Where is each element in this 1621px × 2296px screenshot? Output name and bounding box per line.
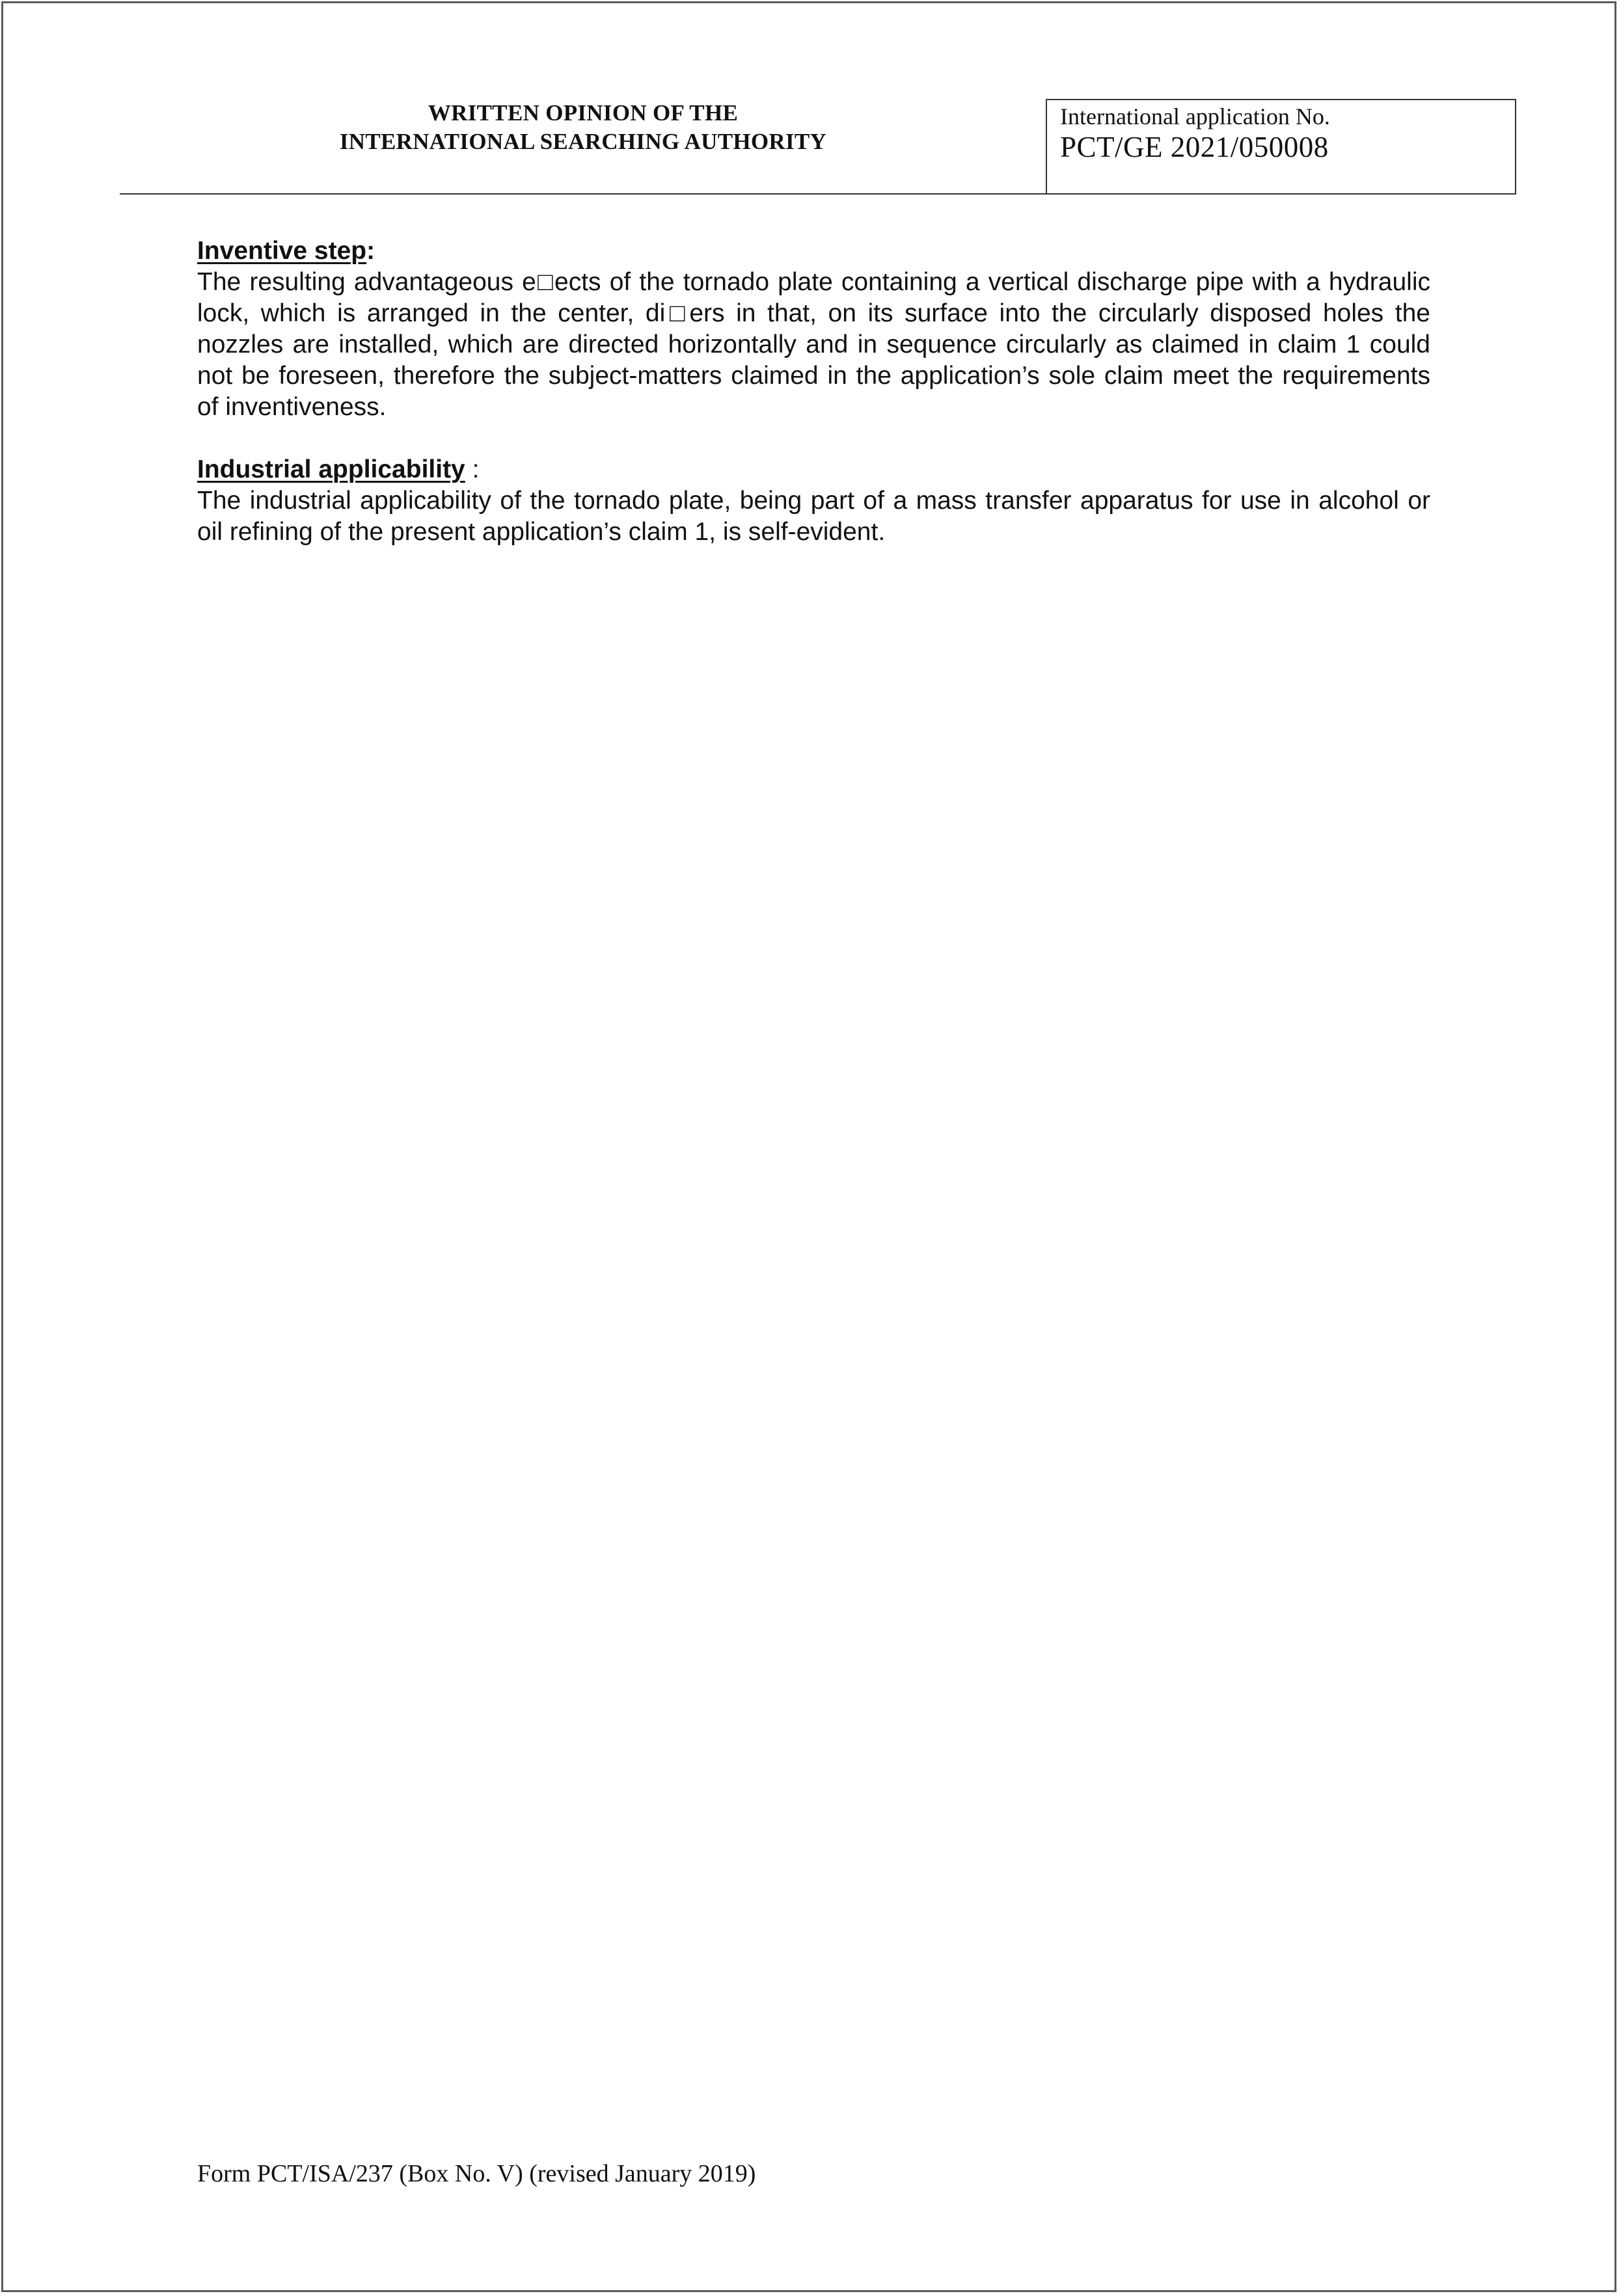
- section-heading: [197, 454, 1430, 485]
- document-title: [120, 99, 1046, 156]
- section-heading: [197, 236, 1430, 267]
- section-heading-suffix: :: [366, 237, 375, 265]
- document-title-line-1: WRITTEN OPINION OF THE: [428, 100, 739, 126]
- form-footer: Form PCT/ISA/237 (Box No. V) (revised January 2019): [197, 2160, 756, 2187]
- section-industrial-applicability: [197, 454, 1430, 548]
- section-heading-text: Industrial applicability: [197, 455, 465, 483]
- section-heading-text: Inventive step: [197, 237, 367, 265]
- section-heading-suffix: :: [465, 455, 480, 483]
- application-number-label: International application No.: [1060, 103, 1330, 129]
- section-body-text: The industrial applicability of the tornado plate, being part of a mass transfer apparatus for use in alcohol or oil refining of the present application’s claim 1, is self-evident.: [197, 487, 1430, 546]
- section-body-text: The resulting advantageous e□ects of the tornado plate containing a vertical discharge pipe with a hydraulic lock, which is arranged in the center, di□ers in that, on its surface into the circularly disposed holes the nozzles are installed, which are directed horizontally and in sequence circularly as claimed in claim 1 could not be foreseen, therefore the subject-matters claimed in the application’s sole claim meet the requirements of inventiveness.: [197, 268, 1430, 421]
- application-number-box: [1046, 99, 1516, 195]
- document-body: [197, 236, 1430, 548]
- section-inventive-step: [197, 236, 1430, 423]
- document-title-line-2: INTERNATIONAL SEARCHING AUTHORITY: [339, 129, 827, 154]
- header-divider: [120, 193, 1046, 195]
- application-number-value: PCT/GE 2021/050008: [1060, 131, 1329, 163]
